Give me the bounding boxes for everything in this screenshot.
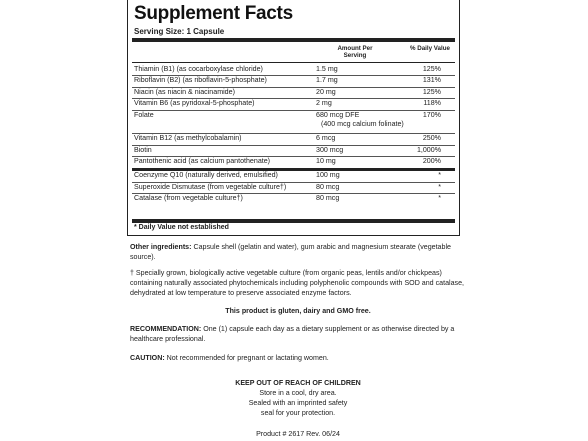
serving-size: Serving Size: 1 Capsule [134,27,225,36]
nutrient-amount: 80 mcg [316,194,340,202]
nutrient-name: Coenzyme Q10 (naturally derived, emulsified) [134,171,278,179]
nutrient-name: Superoxide Dismutase (from vegetable culture†) [134,183,287,191]
other-ingredients-label: Other ingredients: [130,243,192,251]
nutrient-amount-note: (400 mcg calcium folinate) [321,120,404,128]
nutrient-amount: 6 mcg [316,134,336,142]
nutrient-name: Vitamin B6 (as pyridoxal-5-phosphate) [134,99,255,107]
row-divider [132,110,455,111]
nutrient-amount: 10 mg [316,157,336,165]
nutrient-dv: 131% [422,76,441,84]
nutrient-dv: * [438,171,441,179]
panel-title: Supplement Facts [134,3,293,24]
thick-rule [132,38,455,42]
supplement-facts-panel [127,0,460,236]
nutrient-name: Thiamin (B1) (as cocarboxylase chloride) [134,65,263,73]
recommendation-label: RECOMMENDATION: [130,325,202,333]
nutrient-dv: 200% [422,157,441,165]
col-amount-header: Amount Per Serving [337,45,373,59]
nutrient-name: Pantothenic acid (as calcium pantothenate) [134,157,271,165]
allergen-statement: This product is gluten, dairy and GMO free. [225,307,371,315]
seal-text-2: seal for your protection. [260,409,336,417]
nutrient-dv: 125% [422,65,441,73]
nutrient-name: Vitamin B12 (as methylcobalamin) [134,134,242,142]
other-ingredients-body: Capsule shell (gelatin and water), gum arabic and magnesium stearate (vegetable source). [130,243,451,261]
nutrient-amount: 80 mcg [316,183,340,191]
recommendation-body: One (1) capsule each day as a dietary supplement or as otherwise directed by a healthcare professional. [130,325,455,343]
nutrient-amount: 1.5 mg [316,65,338,73]
nutrient-name: Niacin (as niacin & niacinamide) [134,88,235,96]
seal-text: Sealed with an imprinted safety [248,399,348,407]
caution-label: CAUTION: [130,354,165,362]
nutrient-dv: 250% [422,134,441,142]
keep-out-warning: KEEP OUT OF REACH OF CHILDREN [235,379,361,387]
row-divider [132,145,455,146]
nutrient-name: Folate [134,111,154,119]
nutrient-dv: 125% [422,88,441,96]
nutrient-amount: 300 mcg [316,146,344,154]
footnote: * Daily Value not established [134,224,229,231]
nutrient-dv: 1,000% [416,146,441,154]
nutrient-amount: 100 mg [316,171,340,179]
nutrient-dv: * [438,183,441,191]
caution [130,353,466,363]
nutrient-name: Catalase (from vegetable culture†) [134,194,243,202]
header-rule [132,62,455,63]
nutrient-dv: 170% [422,111,441,119]
col-dv-header: % Daily Value [410,45,450,52]
nutrient-amount: 20 mg [316,88,336,96]
nutrient-dv: 118% [423,99,441,107]
nutrient-amount: 1.7 mg [316,76,338,84]
nutrient-dv: * [438,194,441,202]
nutrient-amount: 680 mcg DFE [316,111,360,119]
dagger-note: † Specially grown, biologically active vegetable culture (from organic peas, lentils and/or chickpeas) containing naturally associated phytochemicals including polyphenolic compounds with SOD and catalase, dehydrated at low temperature to preserve associated enzyme factors. [130,269,464,297]
product-number: Product # 2617 Rev. 06/24 [256,430,340,438]
bottom-thick-rule [132,219,455,223]
caution-body: Not recommended for pregnant or lactating women. [166,354,329,362]
nutrient-amount: 2 mg [316,99,332,107]
nutrient-name: Riboflavin (B2) (as riboflavin-5-phosphate) [134,76,267,84]
recommendation [130,324,466,344]
storage-text: Store in a cool, dry area. [259,389,337,397]
other-ingredients [130,242,466,262]
nutrient-name: Biotin [134,146,152,154]
